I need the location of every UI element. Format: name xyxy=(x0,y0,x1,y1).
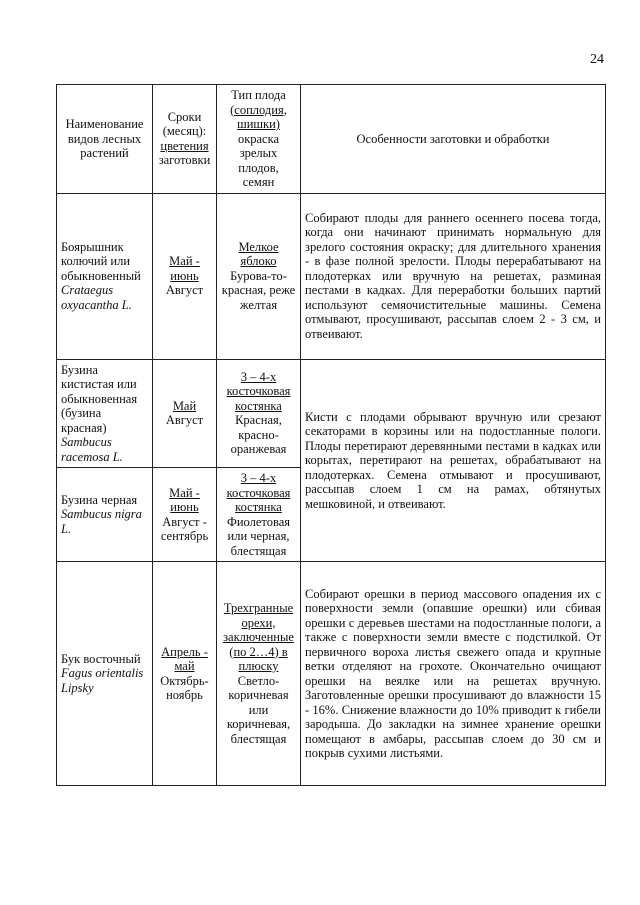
header-fruit-line1: Тип плода xyxy=(231,88,286,102)
species-cell xyxy=(57,562,153,786)
terms-cell xyxy=(153,359,217,468)
terms-cell xyxy=(153,562,217,786)
species-name: Бузина черная xyxy=(61,492,138,507)
fruit-type: 3 – 4-х косточковая костянка xyxy=(226,471,291,514)
header-terms xyxy=(153,85,217,194)
harvest-term: Август xyxy=(165,413,204,428)
fruit-color: Бурова-то-красная, реже желтая xyxy=(221,268,296,312)
species-name: Боярышник колючий или обыкновенный xyxy=(61,239,141,283)
header-terms-flower: цветения xyxy=(160,138,209,153)
seed-harvest-table xyxy=(56,84,606,786)
fruit-color: Фиолетовая или черная, блестящая xyxy=(226,514,291,558)
fruit-type: 3 – 4-х косточковая костянка xyxy=(226,369,291,413)
features-cell xyxy=(301,562,606,786)
header-features xyxy=(301,85,606,194)
species-latin: Sambucus nigra L. xyxy=(61,507,142,536)
species-cell xyxy=(57,468,153,562)
flowering-term: Апрель - май xyxy=(161,644,208,673)
fruit-type: Мелкое яблоко xyxy=(238,239,279,269)
harvest-term: Октябрь-ноябрь xyxy=(160,673,209,702)
table-header-row xyxy=(57,85,606,194)
features-cell xyxy=(301,193,606,359)
header-fruit-rest: окраска зрелых плодов, семян xyxy=(237,131,280,189)
fruit-color: Светло-коричневая или коричневая, блестящая xyxy=(226,673,291,746)
header-terms-line1: Сроки xyxy=(167,109,202,124)
species-cell xyxy=(57,359,153,468)
page-number: 24 xyxy=(590,52,604,67)
terms-cell xyxy=(153,193,217,359)
terms-cell xyxy=(153,468,217,562)
fruit-type: Трехгранные орехи, заключенные (по 2…4) в плюску xyxy=(223,601,294,673)
header-fruit-type xyxy=(217,85,301,194)
header-species-name xyxy=(57,85,153,194)
flowering-term: Май xyxy=(172,398,197,413)
features-cell xyxy=(301,359,606,562)
species-cell xyxy=(57,193,153,359)
header-terms-harvest: заготовки xyxy=(158,153,211,168)
harvest-term: Август xyxy=(165,283,204,298)
table-row xyxy=(57,562,606,786)
table-row xyxy=(57,193,606,359)
species-name: Бук восточный xyxy=(61,651,141,666)
fruit-color: Красная, красно-оранжевая xyxy=(230,413,287,457)
header-terms-line2: (месяц): xyxy=(162,124,207,139)
table-row xyxy=(57,359,606,468)
species-latin: Sambucus racemosa L. xyxy=(61,435,123,464)
features-text: Собирают орешки в период массового опадения их с поверхности земли (опавшие орешки) или сбивая орешки с деревьев шестами на подостланные пологи, а также с поверхности земли вместе с подстилкой. От первичного вороха листья свежего опада и крупные ветки отделяют на грохоте. Окончательно очищают орешки на веялке или на решетах вручную. Заготовленные орешки просушивают до влажности 15 - 16%. Снижение влажности до 10% приводит к гибели зародыша. До закладки на зимнее хранение орешки помещают в амбары, рассыпав слоем до 30 см и покрыв сухими листьями. xyxy=(305,586,601,760)
header-species-name-text: Наименование видов лесных растений xyxy=(65,117,144,160)
fruit-cell xyxy=(217,359,301,468)
species-latin: Crataegus oxyacantha L. xyxy=(61,283,132,312)
fruit-cell xyxy=(217,193,301,359)
harvest-term: Август - сентябрь xyxy=(160,514,209,543)
header-features-text: Особенности заготовки и обработки xyxy=(356,131,550,146)
flowering-term: Май - июнь xyxy=(169,254,200,283)
species-name: Бузина кистистая или обыкновенная (бузина красная) xyxy=(61,362,138,435)
flowering-term: Май - июнь xyxy=(169,485,200,514)
header-fruit-cones: (соплодия, шишки) xyxy=(230,102,287,131)
features-text: Кисти с плодами обрывают вручную или срезают секаторами в корзины или на подостланные пологи. Плоды перетирают деревянными пестами в кадках или корытах, перетирают на решетах, обрабатывают на плодотерках. Семена отмывают и просушивают, рассыпав слоем 1 см на рамах, обтянутых мешковиной, и отвеивают. xyxy=(305,409,601,511)
features-text: Собирают плоды для раннего осеннего посева тогда, когда они начинают принимать нормальную для зрелого состояния окраску; для длительного хранения - в фазе полной зрелости. Плоды перерабатывают на плодотерках или вручную на решетах, разминая пестами в кадках. Для переработки больших партий используют семяочистительные машины. Семена отмывают, просушивают, рассыпав слоем 2 - 3 см, и отвеивают. xyxy=(305,210,601,341)
fruit-cell xyxy=(217,562,301,786)
fruit-cell xyxy=(217,468,301,562)
species-latin: Fagus orientalis Lipsky xyxy=(61,666,144,695)
